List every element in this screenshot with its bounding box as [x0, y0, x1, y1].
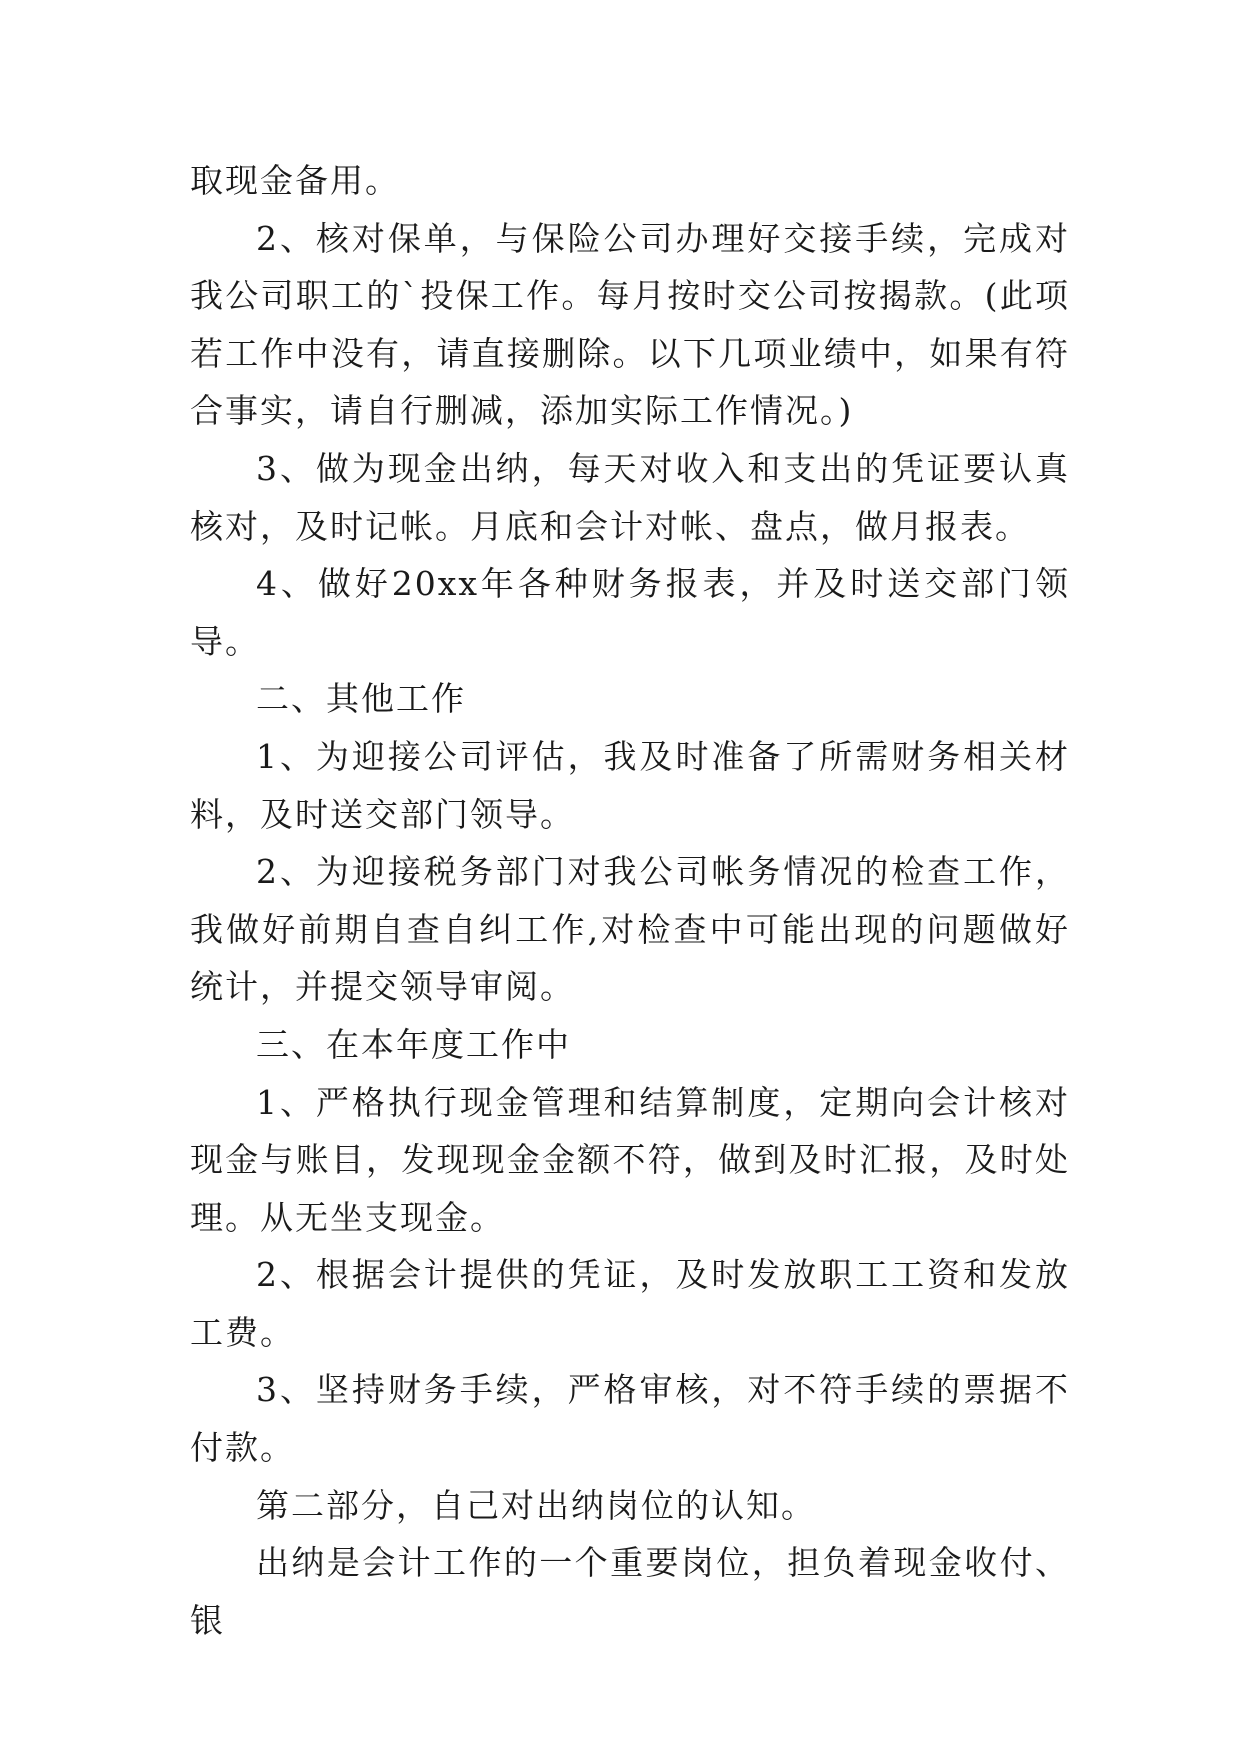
paragraph-9: 3、坚持财务手续，严格审核，对不符手续的票据不付款。 — [190, 1370, 1070, 1468]
paragraph-4: 4、做好20xx年各种财务报表，并及时送交部门领导。 — [190, 564, 1070, 661]
paragraph-2: 2、核对保单，与保险公司办理好交接手续，完成对我公司职工的`投保工作。每月按时交公司按揭款。(此项若工作中没有，请直接删除。以下几项业绩中，如果有符合事实，请自行删减，添加实际工作情况。) — [190, 218, 1070, 431]
section-heading-this-year: 三、在本年度工作中 — [256, 1024, 571, 1064]
paragraph-10: 出纳是会计工作的一个重要岗位，担负着现金收付、银 — [190, 1543, 1070, 1640]
paragraph-3: 3、做为现金出纳，每天对收入和支出的凭证要认真核对，及时记帐。月底和会计对帐、盘点，做月报表。 — [190, 448, 1070, 546]
paragraph-1: 取现金备用。 — [190, 161, 400, 200]
section-heading-other-work: 二、其他工作 — [256, 679, 466, 719]
paragraph-5: 1、为迎接公司评估，我及时准备了所需财务相关材料，及时送交部门领导。 — [190, 736, 1070, 834]
paragraph-8: 2、根据会计提供的凭证，及时发放职工工资和发放工费。 — [190, 1255, 1070, 1352]
paragraph-7: 1、严格执行现金管理和结算制度，定期向会计核对现金与账目，发现现金金额不符，做到及时汇报，及时处理。从无坐支现金。 — [190, 1082, 1070, 1237]
paragraph-6: 2、为迎接税务部门对我公司帐务情况的检查工作，我做好前期自查自纠工作,对检查中可能出现的问题做好统计，并提交领导审阅。 — [190, 852, 1070, 1007]
document-body — [190, 152, 1070, 1649]
section-heading-part-two: 第二部分，自己对出纳岗位的认知。 — [256, 1485, 816, 1525]
